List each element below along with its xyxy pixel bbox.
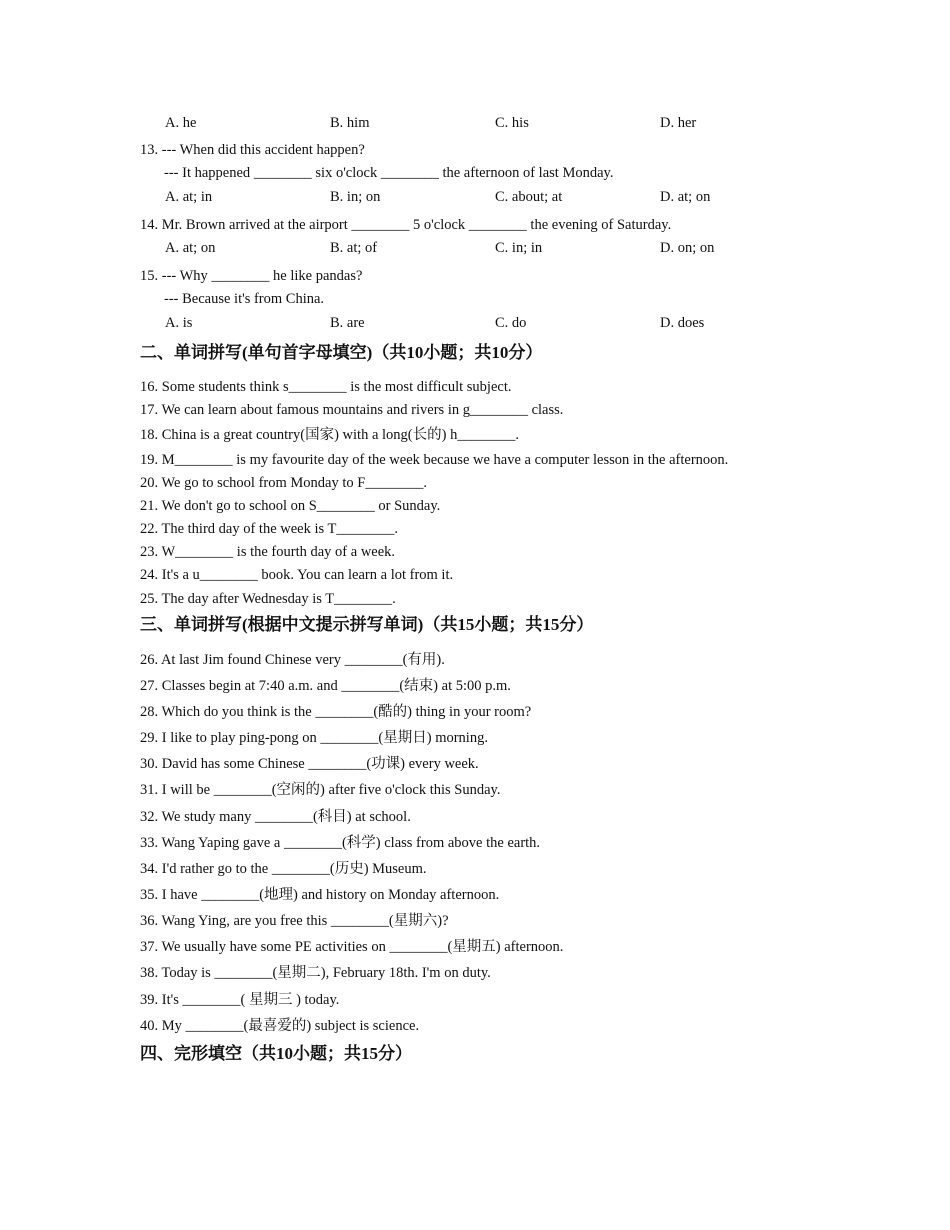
option-b: B. at; of [330,240,378,256]
q13-options [165,188,805,206]
question-item: 20. We go to school from Monday to F________. [140,475,427,491]
question-item: 26. At last Jim found Chinese very ________(有用). [140,652,445,668]
question-item: 31. I will be ________(空闲的) after five o'clock this Sunday. [140,782,501,798]
question-13-line-2: --- It happened ________ six o'clock ________ the afternoon of last Monday. [164,165,614,181]
option-d: D. does [660,315,705,331]
question-item: 37. We usually have some PE activities on ________(星期五) afternoon. [140,939,564,955]
question-item: 36. Wang Ying, are you free this ________(星期六)? [140,913,449,929]
question-item: 18. China is a great country(国家) with a long(长的) h________. [140,427,519,443]
section-4-heading: 四、完形填空（共10小题；共15分） [140,1044,412,1063]
option-b: B. are [330,315,365,331]
question-item: 25. The day after Wednesday is T________. [140,591,396,607]
q12-options [165,114,805,132]
option-d: D. at; on [660,189,711,205]
question-item: 24. It's a u________ book. You can learn a lot from it. [140,567,454,583]
option-d: D. on; on [660,240,715,256]
option-c: C. do [495,315,527,331]
section-3-heading: 三、单词拼写(根据中文提示拼写单词)（共15小题；共15分） [140,615,594,634]
option-c: C. about; at [495,189,563,205]
question-item: 21. We don't go to school on S________ or Sunday. [140,498,441,514]
option-d: D. her [660,115,697,131]
section-2-heading: 二、单词拼写(单句首字母填空)（共10小题；共10分） [140,343,543,362]
question-15-line-2: --- Because it's from China. [164,291,325,307]
question-item: 35. I have ________(地理) and history on Monday afternoon. [140,887,500,903]
question-item: 27. Classes begin at 7:40 a.m. and ________(结束) at 5:00 p.m. [140,678,511,694]
question-13-line-1: 13. --- When did this accident happen? [140,142,365,158]
question-item: 30. David has some Chinese ________(功课) every week. [140,756,479,772]
question-item: 34. I'd rather go to the ________(历史) Museum. [140,861,427,877]
option-b: B. in; on [330,189,381,205]
option-c: C. his [495,115,529,131]
option-b: B. him [330,115,370,131]
option-c: C. in; in [495,240,543,256]
question-item: 29. I like to play ping-pong on ________(星期日) morning. [140,730,488,746]
q14-options [165,239,805,257]
question-item: 33. Wang Yaping gave a ________(科学) class from above the earth. [140,835,541,851]
q15-options [165,314,805,332]
option-a: A. he [165,115,197,131]
question-item: 23. W________ is the fourth day of a week. [140,544,396,560]
option-a: A. at; on [165,240,216,256]
question-item: 22. The third day of the week is T________. [140,521,399,537]
option-a: A. is [165,315,193,331]
question-item: 28. Which do you think is the ________(酷的) thing in your room? [140,704,532,720]
question-item: 32. We study many ________(科目) at school. [140,809,411,825]
question-item: 40. My ________(最喜爱的) subject is science. [140,1018,420,1034]
question-15-line-1: 15. --- Why ________ he like pandas? [140,268,363,284]
question-item: 17. We can learn about famous mountains and rivers in g________ class. [140,402,564,418]
question-14-line-1: 14. Mr. Brown arrived at the airport ________ 5 o'clock ________ the evening of Saturday. [140,217,672,233]
question-item: 19. M________ is my favourite day of the week because we have a computer lesson in the afternoon. [140,452,729,468]
question-item: 38. Today is ________(星期二), February 18th. I'm on duty. [140,965,491,981]
question-item: 39. It's ________( 星期三 ) today. [140,992,340,1008]
option-a: A. at; in [165,189,213,205]
question-item: 16. Some students think s________ is the most difficult subject. [140,379,512,395]
